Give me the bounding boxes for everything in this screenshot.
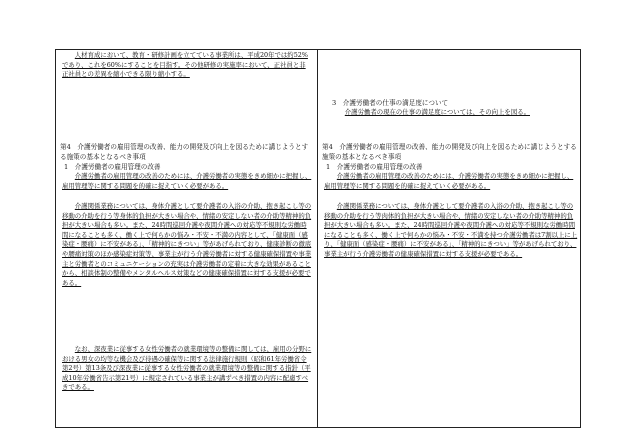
left-column-revised (56, 50, 318, 427)
right-column-current (318, 50, 580, 427)
right-paragraph-1: 介護労働者の雇用管理の改善のためには、介護労働者の実態をきめ細かに把握し、雇用管理等に関する問題を的確に捉えていく必要がある。 (324, 172, 574, 190)
right-paragraph-2: 介護関係業務については、身体介護として要介護者の入浴の介助、抱き起こし等の移動の介助を行う等肉体的負担が大きい場合や、情緒の安定しない者の介助等精神的負担が大きい場合も多い。また、24時間巡回介護や夜間介護への対応等不規則な労働時間になることも多く、働く上で何らかの悩み・不安・不満を持つ介護労働者は7割以上に上り、「健康面（感染症・腰痛）に不安がある」、「精神的にきつい」等があげられており、事業主が行う介護労働者の健康確保措置に対する支援が必要である。 (324, 202, 578, 258)
left-paragraph-2: 介護関係業務については、身体介護として要介護者の入浴の介助、抱き起こし等の移動の介助を行う等身体的負担が大きい場合や、情緒の安定しない者の介助等精神的負担が大きい場合も多い。また、24時間巡回介護や夜間介護への対応等不規則な労働時間になることも多く、働く上で何らかの悩み・不安・不満の内容として、「健康面（感染症・腰痛）に不安がある」、「精神的にきつい」等があげられており、健康診断の徹底や腰痛対策のほか感染症対策等、事業主が行う介護労働者に対する健康確保措置や事業主と労働者とのコミュニケーションの充実は介護労働者の定着に大きな効果があることから、相談体制の整備やメンタルヘルス対策などの健康確保措置に対する支援が必要である。 (62, 202, 312, 287)
left-paragraph-3: なお、深夜業に従事する女性労働者の就業環境等の整備に関しては、雇用の分野における男女の均等な機会及び待遇の確保等に関する法律施行規則（昭和61年労働省令第2号）第13条及び深夜業に従事する女性労働者の就業環境等の整備に関する指針（平成10年労働省告示第21号）に規定されている事業主が講ずべき措置の内容に配慮すべきである。 (62, 345, 312, 392)
right-section-4-title: 第4 介護労働者の雇用管理の改善、能力の開発及び向上を図るために講じようとする施策の基本となるべき事項 (322, 143, 577, 161)
right-subsection-3-title: 3 介護労働者の仕事の満足度について (332, 99, 449, 107)
left-intro-paragraph: 人材育成において、教育・研修計画を立てている事業所は、平成20年では約52%であり、これを60%にすることを目指す。その他研修の実施率において、正社員と非正社員との差異を縮小できる限り縮小する。 (62, 51, 308, 79)
right-subsection-3-body: 介護労働者の現在の仕事の満足度については、その向上を図る。 (344, 108, 530, 116)
left-subsection-1-title: 1 介護労働者の雇用管理の改善 (64, 163, 161, 171)
left-section-4-title: 第4 介護労働者の雇用管理の改善、能力の開発及び向上を図るために講じようとする施策の基本となるべき事項 (60, 143, 309, 161)
left-paragraph-1: 介護労働者の雇用管理の改善のためには、介護労働者の実態をきめ細かに把握し、雇用管理等に関する問題を的確に捉えていく必要がある。 (62, 172, 312, 190)
comparison-table (55, 49, 581, 428)
right-subsection-1-title: 1 介護労働者の雇用管理の改善 (326, 163, 423, 171)
